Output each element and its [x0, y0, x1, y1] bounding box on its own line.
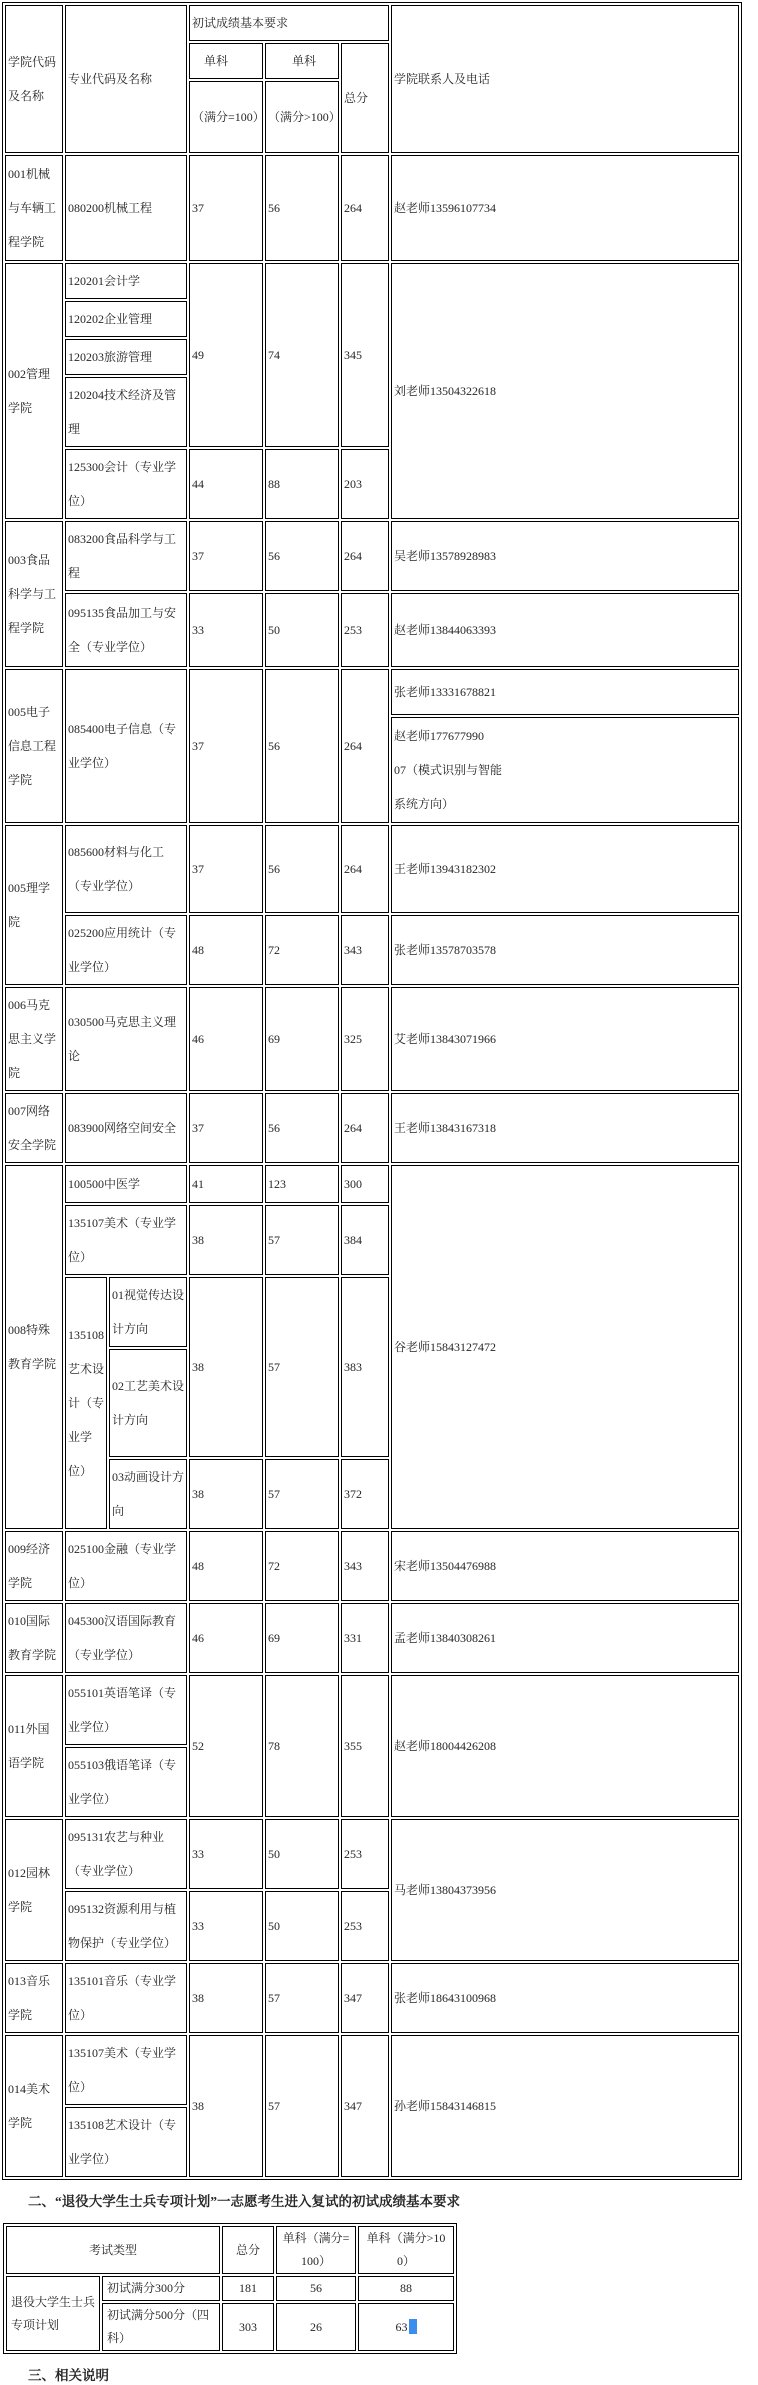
score-s100-cell: 37 — [189, 1093, 263, 1163]
score-sover-cell: 56 — [265, 521, 339, 591]
score-sover-cell: 56 — [265, 669, 339, 823]
score-total-cell: 264 — [341, 521, 389, 591]
table-row — [5, 669, 739, 715]
score-total-cell: 300 — [341, 1165, 389, 1203]
score-sover-cell: 57 — [265, 1277, 339, 1457]
table-row — [5, 1603, 739, 1673]
section3-heading: 三、相关说明 — [28, 2368, 109, 2383]
score-total-cell: 384 — [341, 1205, 389, 1275]
major-cell: 125300会计（专业学位） — [65, 449, 187, 519]
header-contact — [391, 5, 739, 153]
table-row — [5, 2035, 739, 2105]
direction-cell: 02工艺美术设计方向 — [109, 1349, 187, 1457]
score-sover-cell: 56 — [265, 1093, 339, 1163]
major-cell: 135108艺术设计（专业学位） — [65, 2107, 187, 2177]
table-row — [5, 1531, 739, 1601]
header-college: 学院代码及名称 — [5, 5, 63, 153]
header-total: 总分 — [222, 2226, 274, 2274]
score-sover-cell: 57 — [265, 1963, 339, 2033]
score-total-cell: 325 — [341, 987, 389, 1091]
contact-cell: 刘老师13504322618 — [391, 263, 739, 519]
score-s100-cell: 44 — [189, 449, 263, 519]
score-sover-cell: 78 — [265, 1675, 339, 1817]
table-row — [5, 1093, 739, 1163]
college-cell: 003食品科学与工程学院 — [5, 521, 63, 667]
score-sover-cell: 69 — [265, 987, 339, 1091]
table-header-row — [6, 2226, 454, 2274]
score-sover-cell: 56 — [265, 825, 339, 913]
college-cell: 014美术学院 — [5, 2035, 63, 2177]
header-major: 专业代码及名称 — [65, 5, 187, 153]
college-cell: 011外国语学院 — [5, 1675, 63, 1817]
section2-heading: 二、“退役大学生士兵专项计划”一志愿考生进入复试的初试成绩基本要求 — [28, 2194, 460, 2209]
contact-note: 07（模式识别与智能系统方向） — [394, 763, 503, 811]
score-sover-cell: 50 — [265, 1891, 339, 1961]
major-cell: 085600材料与化工（专业学位） — [65, 825, 187, 913]
sover-value: 63 — [395, 2319, 408, 2334]
score-total-cell: 203 — [341, 449, 389, 519]
major-cell: 080200机械工程 — [65, 155, 187, 261]
major-cell: 135107美术（专业学位） — [65, 2035, 187, 2105]
table-row — [5, 155, 739, 261]
total-cell: 303 — [222, 2303, 274, 2351]
contact-line: 赵老师177677990 — [394, 729, 485, 743]
score-sover-cell: 69 — [265, 1603, 339, 1673]
header-total: 总分 — [341, 43, 389, 153]
score-s100-cell: 46 — [189, 987, 263, 1091]
header-single-over100: 单科（满分>100） — [358, 2226, 454, 2274]
score-total-cell: 264 — [341, 825, 389, 913]
contact-cell: 赵老师13844063393 — [391, 593, 739, 667]
score-total-cell: 264 — [341, 669, 389, 823]
score-s100-cell: 33 — [189, 593, 263, 667]
score-s100-cell: 37 — [189, 155, 263, 261]
college-cell: 013音乐学院 — [5, 1963, 63, 2033]
table-row — [6, 2276, 454, 2301]
score-s100-cell: 37 — [189, 521, 263, 591]
score-sover-cell: 88 — [265, 449, 339, 519]
score-sover-cell: 50 — [265, 1819, 339, 1889]
college-cell: 007网络安全学院 — [5, 1093, 63, 1163]
contact-cell: 赵老师18004426208 — [391, 1675, 739, 1817]
header-contact-label: 学院联系人及电话 — [394, 72, 491, 86]
college-cell: 002管理学院 — [5, 263, 63, 519]
contact-cell: 王老师13843167318 — [391, 1093, 739, 1163]
score-s100-cell: 37 — [189, 825, 263, 913]
score-s100-cell: 52 — [189, 1675, 263, 1817]
major-cell: 083900网络空间安全 — [65, 1093, 187, 1163]
contact-cell: 赵老师13596107734 — [391, 155, 739, 261]
score-sover-cell: 123 — [265, 1165, 339, 1203]
header-single2-sub: （满分>100） — [265, 81, 339, 153]
contact-cell: 谷老师15843127472 — [391, 1165, 739, 1529]
score-s100-cell: 38 — [189, 1459, 263, 1529]
contact-cell: 张老师18643100968 — [391, 1963, 739, 2033]
table-header-row — [5, 5, 739, 41]
score-sover-cell: 50 — [265, 593, 339, 667]
header-single2: 单科 — [265, 43, 339, 79]
score-s100-cell: 38 — [189, 2035, 263, 2177]
score-total-cell: 343 — [341, 915, 389, 985]
score-s100-cell: 49 — [189, 263, 263, 447]
major-cell: 030500马克思主义理论 — [65, 987, 187, 1091]
major-cell: 120202企业管理 — [65, 301, 187, 337]
major-cell: 095135食品加工与安全（专业学位） — [65, 593, 187, 667]
header-single1-sub: （满分=100） — [189, 81, 263, 153]
score-total-cell: 347 — [341, 2035, 389, 2177]
score-total-cell: 253 — [341, 593, 389, 667]
score-sover-cell: 74 — [265, 263, 339, 447]
score-s100-cell: 33 — [189, 1819, 263, 1889]
college-cell: 012园林学院 — [5, 1819, 63, 1961]
major-cell: 095132资源利用与植物保护（专业学位） — [65, 1891, 187, 1961]
exam-label-cell: 初试满分500分（四科） — [102, 2303, 220, 2351]
score-sover-cell: 57 — [265, 1205, 339, 1275]
contact-cell — [391, 717, 739, 823]
score-total-cell: 253 — [341, 1891, 389, 1961]
score-sover-cell: 57 — [265, 1459, 339, 1529]
major-cell: 055101英语笔译（专业学位） — [65, 1675, 187, 1745]
major-cell: 135101音乐（专业学位） — [65, 1963, 187, 2033]
college-cell: 008特殊教育学院 — [5, 1165, 63, 1529]
s100-cell: 56 — [276, 2276, 356, 2301]
contact-cell: 王老师13943182302 — [391, 825, 739, 913]
contact-cell: 马老师13804373956 — [391, 1819, 739, 1961]
table-row — [5, 1963, 739, 2033]
total-cell: 181 — [222, 2276, 274, 2301]
table-row — [5, 1165, 739, 1203]
score-total-cell: 383 — [341, 1277, 389, 1457]
score-s100-cell: 33 — [189, 1891, 263, 1961]
table-row — [5, 1675, 739, 1745]
direction-cell: 03动画设计方向 — [109, 1459, 187, 1529]
direction-cell: 01视觉传达设计方向 — [109, 1277, 187, 1347]
table-row — [5, 825, 739, 913]
table-row — [5, 915, 739, 985]
college-cell: 009经济学院 — [5, 1531, 63, 1601]
veterans-plan-table — [3, 2223, 457, 2354]
score-total-cell: 264 — [341, 155, 389, 261]
header-score-group: 初试成绩基本要求 — [189, 5, 389, 41]
score-total-cell: 355 — [341, 1675, 389, 1817]
major-cell: 025200应用统计（专业学位） — [65, 915, 187, 985]
score-s100-cell: 38 — [189, 1205, 263, 1275]
score-sover-cell: 72 — [265, 915, 339, 985]
college-cell: 005电子信息工程学院 — [5, 669, 63, 823]
major-cell: 120201会计学 — [65, 263, 187, 299]
text-cursor — [409, 2319, 417, 2334]
score-s100-cell: 37 — [189, 669, 263, 823]
major-cell: 083200食品科学与工程 — [65, 521, 187, 591]
score-s100-cell: 48 — [189, 915, 263, 985]
score-sover-cell: 72 — [265, 1531, 339, 1601]
major-cell: 100500中医学 — [65, 1165, 187, 1203]
score-total-cell: 345 — [341, 263, 389, 447]
major-cell: 095131农艺与种业（专业学位） — [65, 1819, 187, 1889]
contact-cell: 孟老师13840308261 — [391, 1603, 739, 1673]
college-cell: 005理学院 — [5, 825, 63, 985]
score-s100-cell: 46 — [189, 1603, 263, 1673]
score-s100-cell: 38 — [189, 1963, 263, 2033]
score-total-cell: 253 — [341, 1819, 389, 1889]
college-cell: 010国际教育学院 — [5, 1603, 63, 1673]
score-total-cell: 331 — [341, 1603, 389, 1673]
table-row — [5, 263, 739, 299]
score-s100-cell: 48 — [189, 1531, 263, 1601]
major-cell: 135108艺术设计（专业学位） — [65, 1277, 107, 1529]
contact-cell: 吴老师13578928983 — [391, 521, 739, 591]
score-s100-cell: 38 — [189, 1277, 263, 1457]
s100-cell: 26 — [276, 2303, 356, 2351]
header-single1: 单科 — [189, 43, 263, 79]
major-cell: 045300汉语国际教育（专业学位） — [65, 1603, 187, 1673]
exam-label-cell: 初试满分300分 — [102, 2276, 220, 2301]
table-row — [5, 593, 739, 667]
contact-cell: 宋老师13504476988 — [391, 1531, 739, 1601]
score-requirements-table — [2, 2, 742, 2180]
table-row — [5, 1819, 739, 1889]
header-single100: 单科（满分=100） — [276, 2226, 356, 2274]
major-cell: 025100金融（专业学位） — [65, 1531, 187, 1601]
college-cell: 006马克思主义学院 — [5, 987, 63, 1091]
major-cell: 055103俄语笔译（专业学位） — [65, 1747, 187, 1817]
score-total-cell: 343 — [341, 1531, 389, 1601]
college-cell: 001机械与车辆工程学院 — [5, 155, 63, 261]
table-row — [5, 521, 739, 591]
score-sover-cell: 57 — [265, 2035, 339, 2177]
score-s100-cell: 41 — [189, 1165, 263, 1203]
major-cell: 135107美术（专业学位） — [65, 1205, 187, 1275]
plan-cell: 退役大学生士兵专项计划 — [6, 2276, 100, 2351]
score-total-cell: 372 — [341, 1459, 389, 1529]
contact-cell: 张老师13578703578 — [391, 915, 739, 985]
sover-cell: 88 — [358, 2276, 454, 2301]
major-cell: 120203旅游管理 — [65, 339, 187, 375]
contact-cell: 张老师13331678821 — [391, 669, 739, 715]
table-row — [5, 987, 739, 1091]
major-cell: 120204技术经济及管理 — [65, 377, 187, 447]
score-sover-cell: 56 — [265, 155, 339, 261]
sover-cell — [358, 2303, 454, 2351]
major-cell: 085400电子信息（专业学位） — [65, 669, 187, 823]
contact-cell: 艾老师13843071966 — [391, 987, 739, 1091]
header-exam-type: 考试类型 — [6, 2226, 220, 2274]
score-total-cell: 264 — [341, 1093, 389, 1163]
contact-cell: 孙老师15843146815 — [391, 2035, 739, 2177]
score-total-cell: 347 — [341, 1963, 389, 2033]
